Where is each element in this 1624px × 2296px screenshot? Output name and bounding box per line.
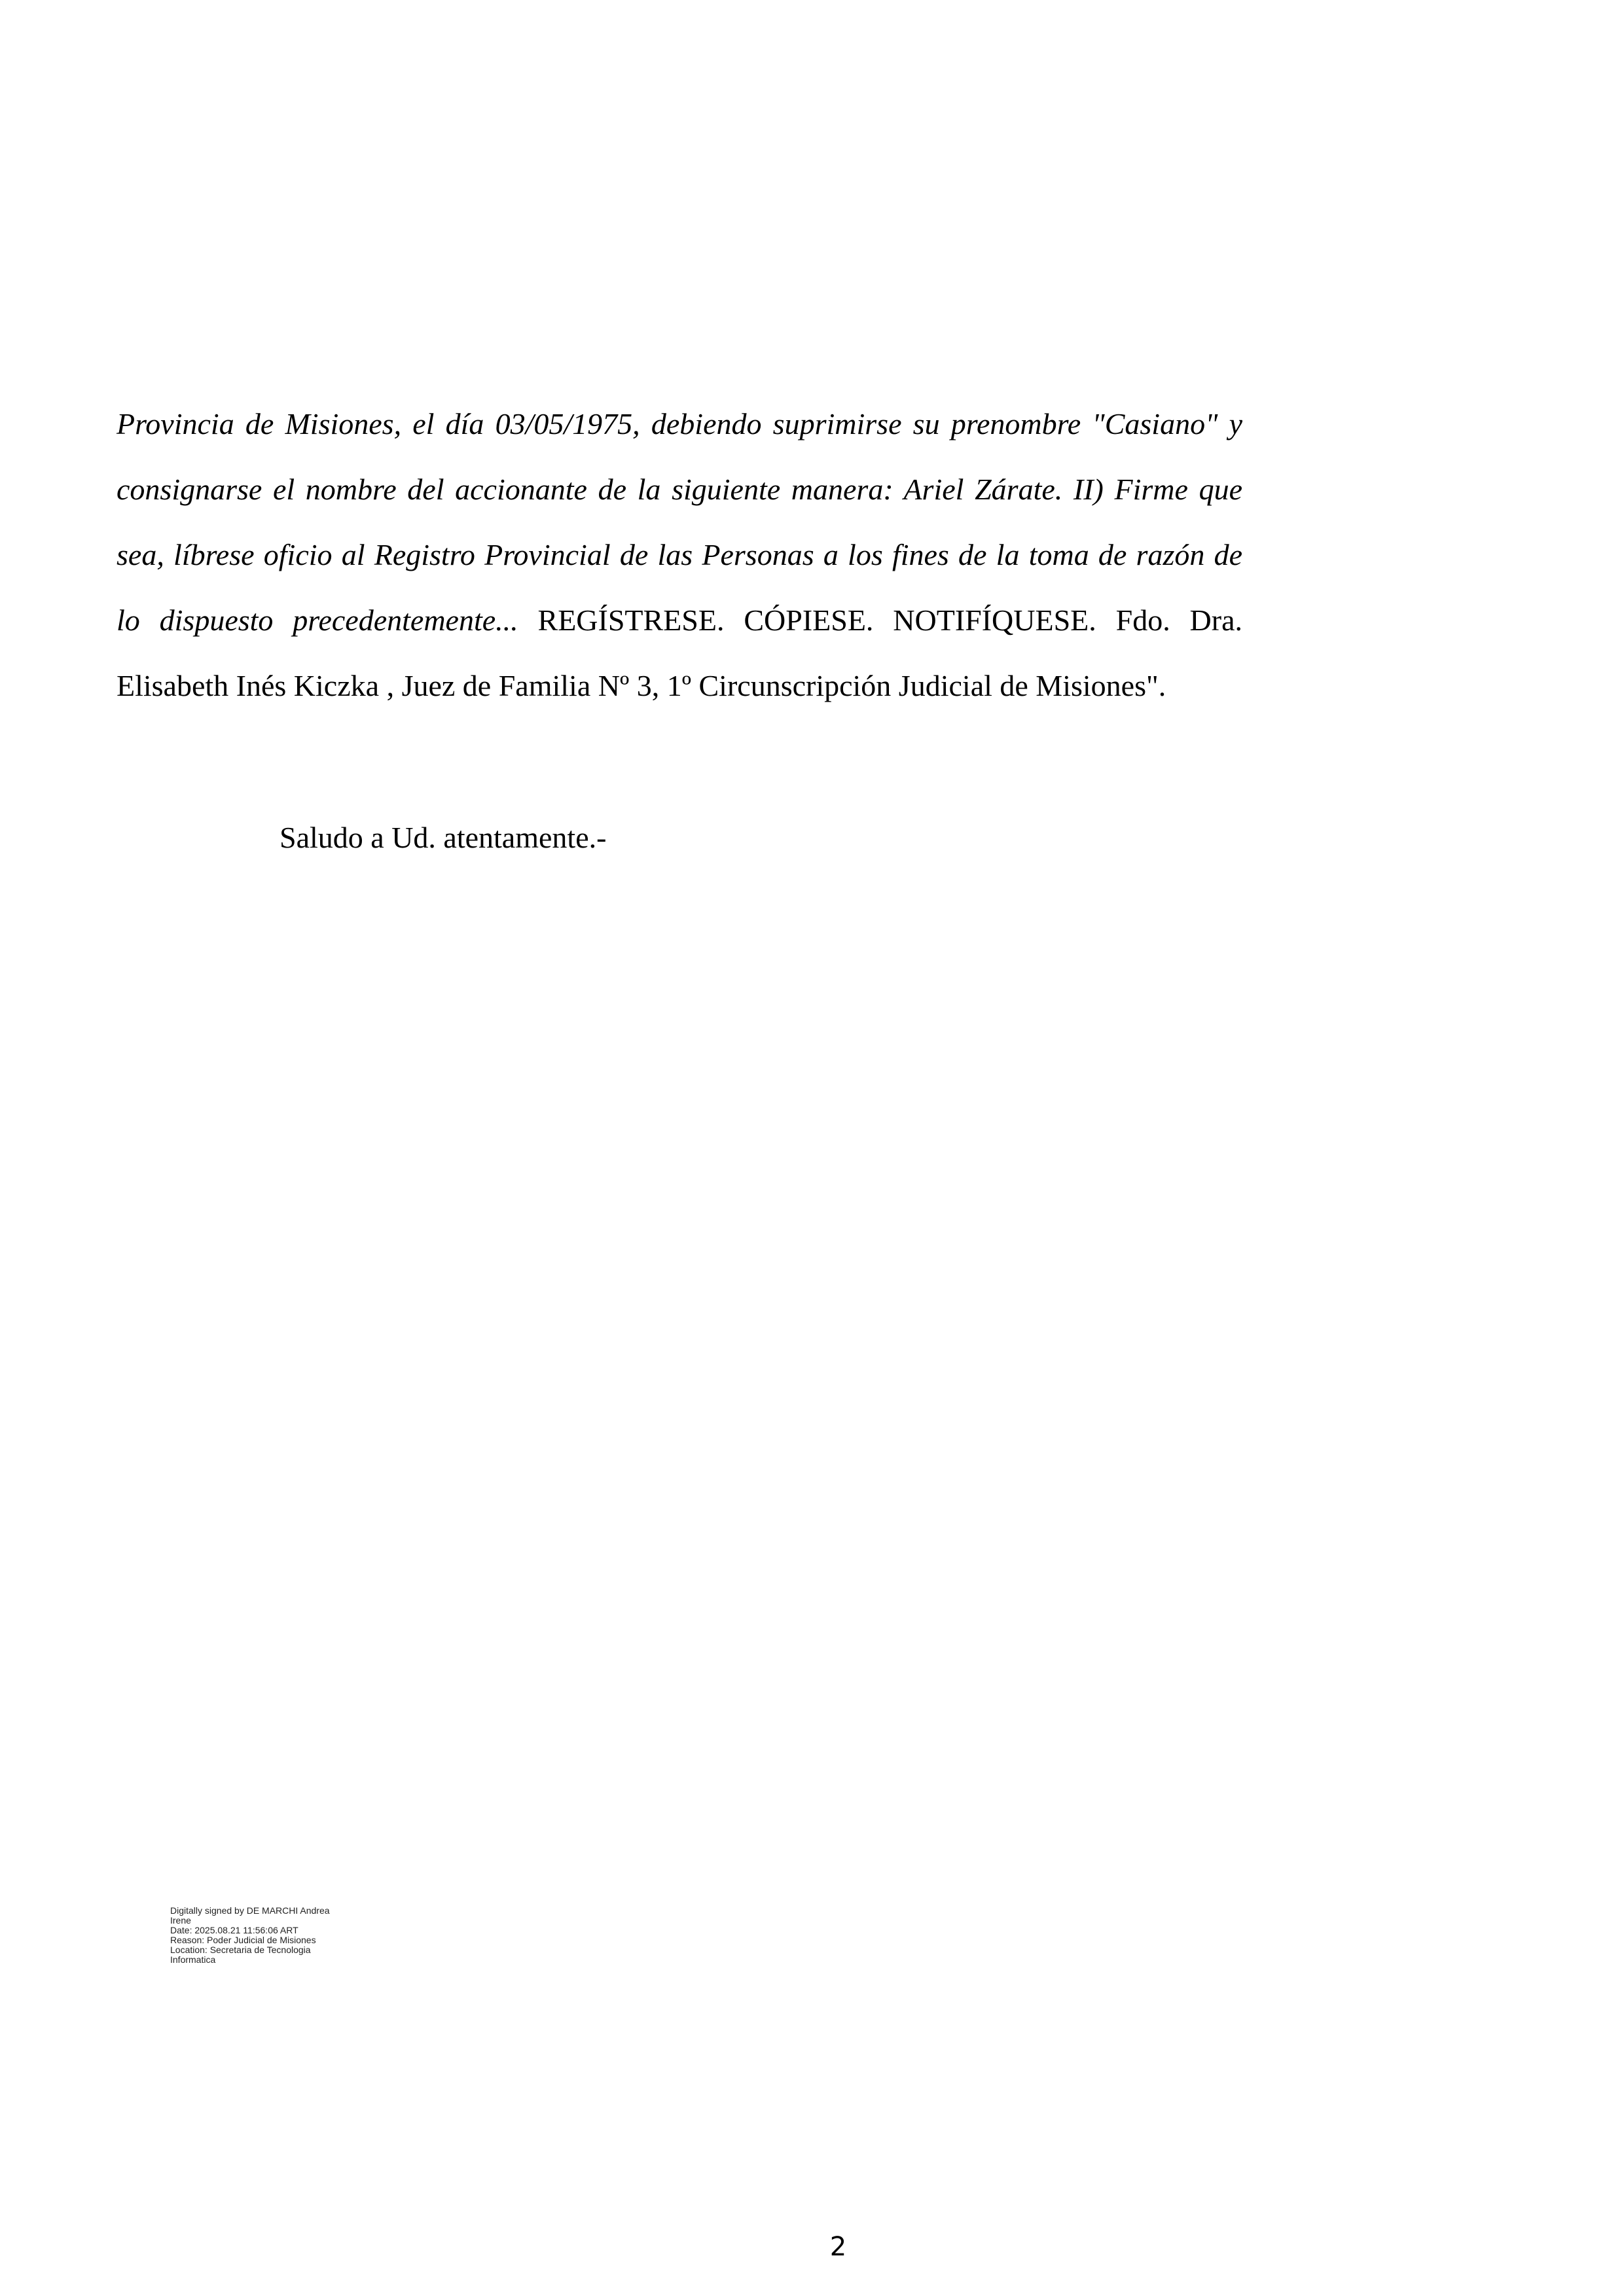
signature-line: Location: Secretaria de Tecnologia [170, 1945, 311, 1955]
signature-line: Informatica [170, 1954, 216, 1965]
signature-line: Reason: Poder Judicial de Misiones [170, 1935, 316, 1945]
page-number: 2 [829, 2232, 847, 2262]
digital-signature-block [170, 1906, 386, 1965]
signature-line: Irene [170, 1915, 191, 1926]
closing-salutation: Saludo a Ud. atentamente.- [280, 821, 607, 854]
signature-line: Digitally signed by DE MARCHI Andrea [170, 1905, 330, 1916]
body-italic-text: Provincia de Misiones, el día 03/05/1975, debiendo suprimirse su prenombre "Casiano" y consignarse el nombre del accionante de la siguiente manera: Ariel Zárate. II) Firme que sea, líbrese oficio al Registro Provincial de las Personas a los fines de la toma de razón de lo dispuesto precedentemente... [117, 407, 1242, 637]
body-paragraph [117, 391, 1242, 719]
signature-line: Date: 2025.08.21 11:56:06 ART [170, 1925, 298, 1935]
body-regular-text: REGÍSTRESE. CÓPIESE. NOTIFÍQUESE. Fdo. Dra. Elisabeth Inés Kiczka , Juez de Familia Nº 3, 1º Circunscripción Judicial de Misiones". [117, 603, 1242, 702]
